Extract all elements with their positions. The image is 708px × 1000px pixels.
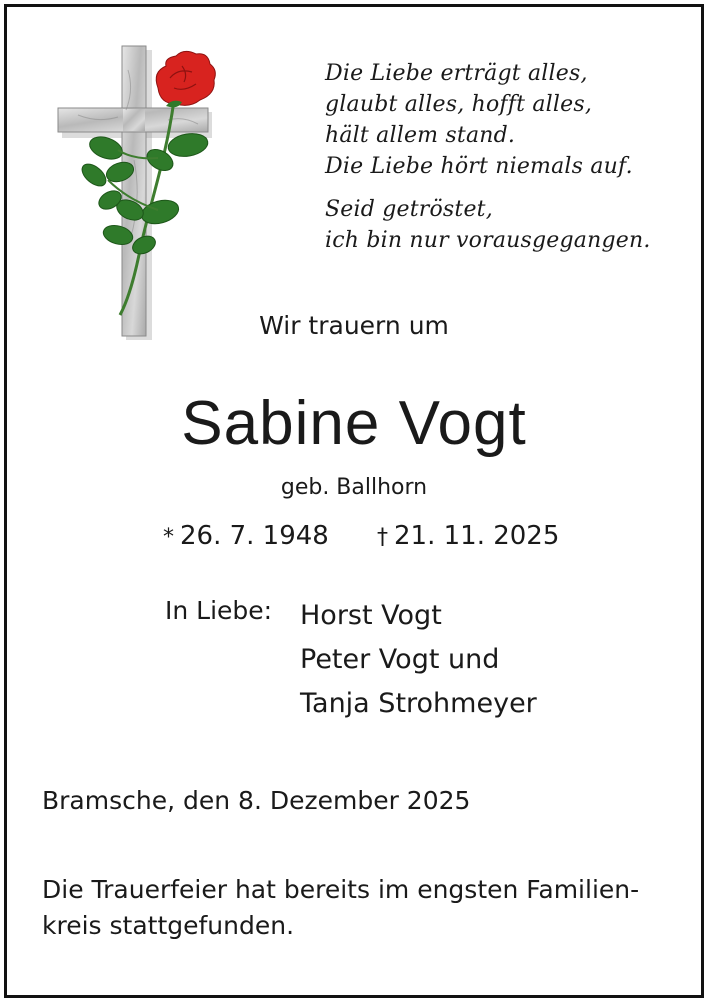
birth-date-value: 26. 7. 1948 — [180, 521, 329, 551]
cross-symbol-icon: † — [377, 525, 388, 550]
death-date — [377, 521, 559, 551]
birth-symbol-icon: * — [163, 525, 174, 550]
cross-with-rose-icon — [48, 40, 223, 345]
funeral-notice-line: Die Trauerfeier hat bereits im engsten Familien- — [42, 875, 640, 904]
mourning-intro-text: Wir trauern um — [259, 311, 449, 340]
mourner-name: Horst Vogt — [300, 600, 442, 631]
poem-line: Die Liebe hört niemals auf. — [325, 154, 633, 179]
mourner-name: Peter Vogt und — [300, 644, 500, 675]
poem-stanza-2 — [325, 194, 695, 256]
death-date-value: 21. 11. 2025 — [394, 521, 560, 551]
poem-line: Seid getröstet, — [325, 197, 493, 222]
poem-line: glaubt alles, hofft alles, — [325, 92, 593, 117]
poem-line: Die Liebe erträgt alles, — [325, 61, 588, 86]
mourner-name: Tanja Strohmeyer — [300, 688, 537, 719]
mourners-names — [300, 594, 537, 726]
funeral-notice — [42, 872, 682, 944]
mourning-intro — [0, 311, 708, 340]
poem — [325, 58, 695, 256]
maiden-name: geb. Ballhorn — [280, 475, 428, 500]
deceased-name: Sabine Vogt — [181, 389, 527, 458]
birth-date — [163, 521, 329, 551]
place-and-date: Bramsche, den 8. Dezember 2025 — [42, 786, 471, 815]
mourners-label: In Liebe: — [165, 596, 273, 625]
poem-line: ich bin nur vorausgegangen. — [325, 228, 651, 253]
poem-line: hält allem stand. — [325, 123, 516, 148]
funeral-notice-line: kreis stattgefunden. — [42, 911, 295, 940]
poem-stanza-1 — [325, 58, 695, 182]
